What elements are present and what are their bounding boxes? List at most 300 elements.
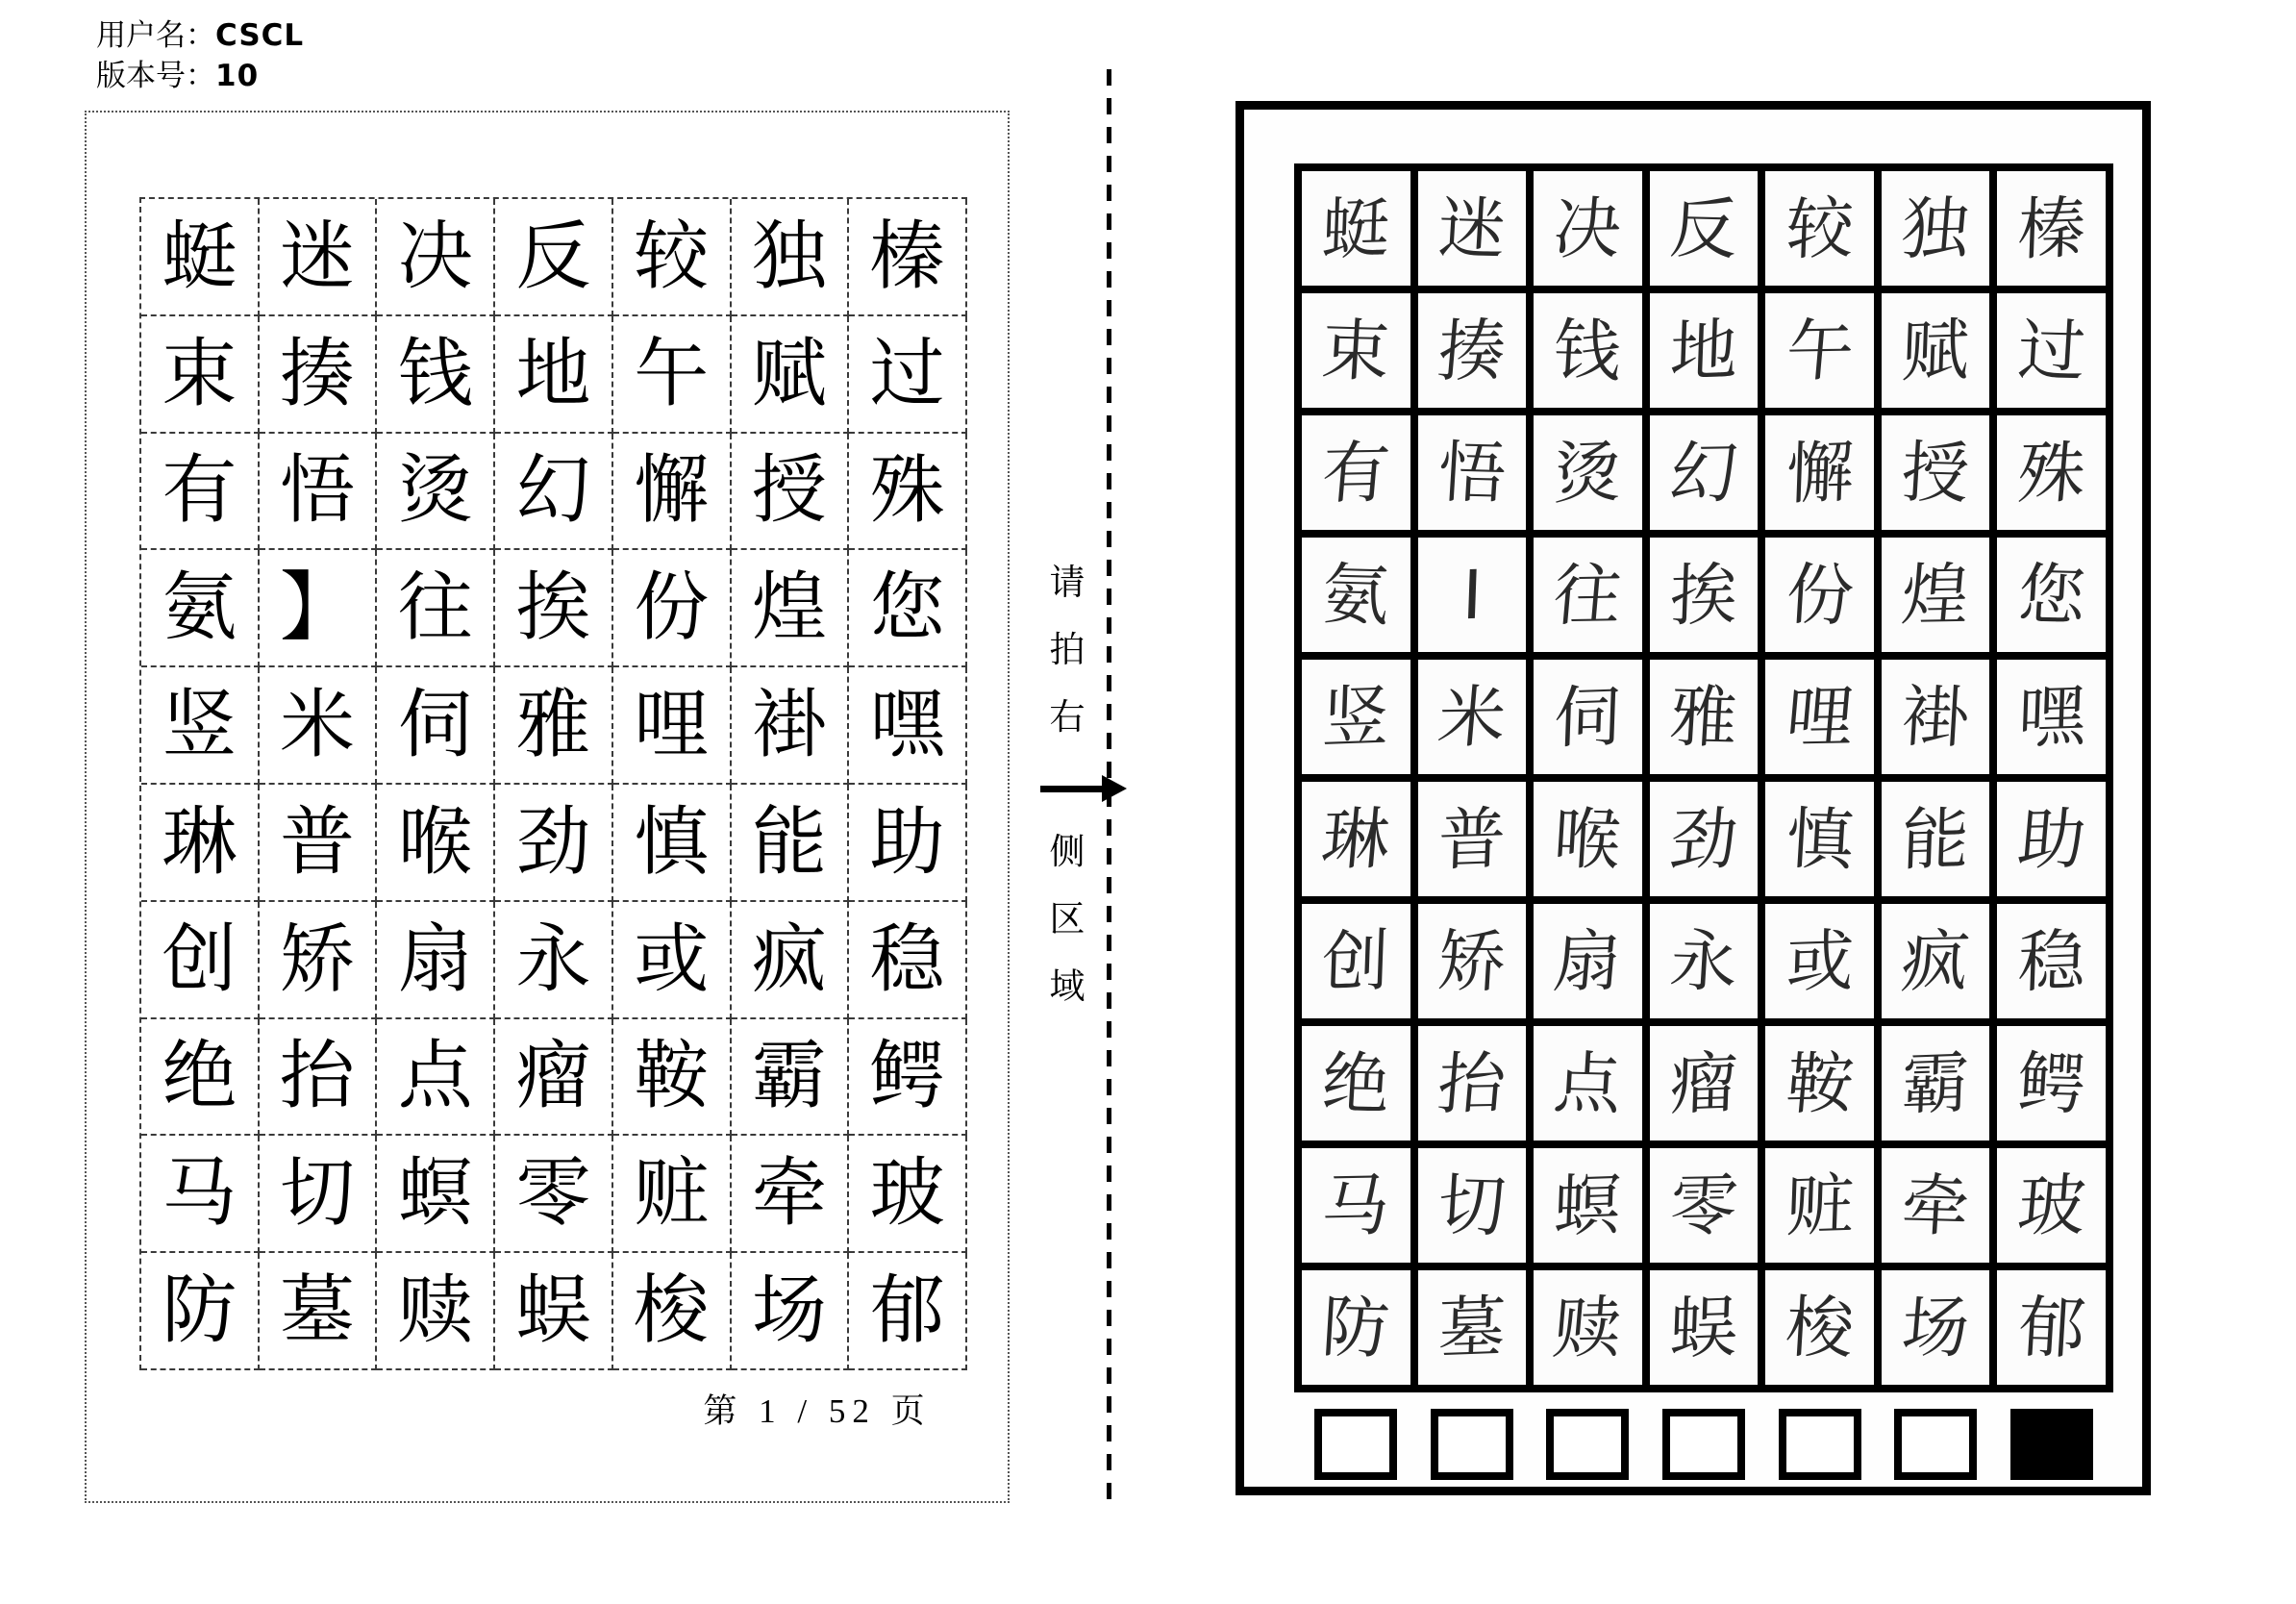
template-cell bbox=[732, 785, 850, 902]
instruction-char: 右 bbox=[1049, 698, 1086, 738]
template-cell bbox=[849, 667, 967, 785]
character-glyph: 矫 bbox=[1435, 920, 1509, 1002]
template-cell bbox=[732, 199, 850, 316]
character-glyph: 较 bbox=[634, 213, 710, 298]
template-cell bbox=[495, 785, 613, 902]
template-cell bbox=[495, 1253, 613, 1370]
handwritten-cell bbox=[1997, 1026, 2106, 1140]
character-glyph: 】 bbox=[280, 565, 356, 650]
instruction-char: 域 bbox=[1049, 967, 1086, 1007]
template-cell bbox=[260, 550, 378, 667]
username-value: CSCL bbox=[215, 18, 305, 53]
template-cell bbox=[613, 1136, 732, 1253]
character-glyph: 懈 bbox=[634, 448, 710, 533]
handwritten-cell bbox=[1765, 171, 1874, 286]
template-cell bbox=[613, 199, 732, 316]
handwritten-cell bbox=[1997, 538, 2106, 652]
template-cell bbox=[732, 1253, 850, 1370]
handwritten-cell bbox=[1534, 1026, 1642, 1140]
character-glyph: 挨 bbox=[515, 565, 591, 650]
handwritten-cell bbox=[1765, 904, 1874, 1018]
character-glyph: 米 bbox=[1435, 676, 1510, 758]
character-glyph: 较 bbox=[1784, 188, 1855, 269]
template-cell bbox=[260, 1019, 378, 1137]
handwritten-cell bbox=[1882, 1026, 1990, 1140]
character-glyph: 切 bbox=[1435, 1165, 1509, 1246]
character-glyph: 能 bbox=[751, 799, 827, 884]
character-glyph: 雅 bbox=[515, 683, 591, 767]
username-label: 用户名： bbox=[96, 18, 215, 52]
character-glyph: 氨 bbox=[1319, 554, 1392, 636]
handwritten-cell bbox=[1534, 538, 1642, 652]
template-cell bbox=[141, 785, 260, 902]
character-glyph: 绝 bbox=[1319, 1042, 1392, 1124]
handwritten-cell bbox=[1302, 1270, 1410, 1385]
character-glyph: 殊 bbox=[869, 448, 945, 533]
character-glyph: 劲 bbox=[515, 799, 591, 884]
character-glyph: 扇 bbox=[397, 916, 473, 1001]
alignment-checkbox-row bbox=[1294, 1406, 2113, 1483]
handwritten-cell bbox=[1418, 1148, 1527, 1263]
character-glyph: 抬 bbox=[280, 1034, 356, 1118]
character-glyph: I bbox=[1460, 555, 1484, 635]
handwritten-cell bbox=[1418, 660, 1527, 774]
character-glyph: 助 bbox=[2014, 798, 2089, 880]
handwritten-cell bbox=[1882, 660, 1990, 774]
template-cell bbox=[141, 1019, 260, 1137]
handwritten-cell bbox=[1997, 1148, 2106, 1263]
character-glyph: 嘿 bbox=[2016, 676, 2087, 758]
handwritten-cell bbox=[1534, 1270, 1642, 1385]
character-glyph: 伺 bbox=[1553, 676, 1623, 758]
character-glyph: 幻 bbox=[515, 448, 591, 533]
character-glyph: 哩 bbox=[634, 683, 710, 767]
template-cell bbox=[732, 902, 850, 1019]
template-cell bbox=[613, 316, 732, 434]
handwritten-cell bbox=[1765, 538, 1874, 652]
handwritten-cell bbox=[1534, 171, 1642, 286]
template-cell bbox=[141, 316, 260, 434]
template-cell bbox=[377, 1253, 495, 1370]
handwritten-cell bbox=[1418, 1270, 1527, 1385]
character-glyph: 牵 bbox=[751, 1151, 827, 1236]
template-cell bbox=[613, 434, 732, 551]
template-cell bbox=[732, 550, 850, 667]
character-glyph: 幻 bbox=[1666, 432, 1741, 514]
character-glyph: 份 bbox=[634, 565, 710, 650]
template-cell bbox=[141, 1253, 260, 1370]
character-glyph: 伺 bbox=[397, 683, 473, 767]
character-glyph: 赃 bbox=[634, 1151, 710, 1236]
character-glyph: 永 bbox=[1667, 920, 1740, 1002]
template-cell bbox=[613, 1253, 732, 1370]
handwritten-cell bbox=[1650, 538, 1759, 652]
character-glyph: 零 bbox=[1666, 1165, 1741, 1246]
character-glyph: 防 bbox=[162, 1268, 237, 1353]
arrow-shaft bbox=[1040, 786, 1104, 792]
template-cell bbox=[377, 667, 495, 785]
template-cell bbox=[732, 434, 850, 551]
template-cell bbox=[732, 1019, 850, 1137]
right-arrow-icon bbox=[1040, 775, 1127, 802]
checkbox-slot bbox=[1882, 1406, 1990, 1483]
character-glyph: 哩 bbox=[1782, 676, 1858, 758]
handwritten-cell bbox=[1882, 1270, 1990, 1385]
character-glyph: 琳 bbox=[1318, 798, 1393, 880]
handwritten-cell bbox=[1882, 1148, 1990, 1263]
handwritten-cell bbox=[1302, 782, 1410, 896]
character-glyph: 蜈 bbox=[1668, 1287, 1739, 1368]
template-cell bbox=[495, 316, 613, 434]
template-cell bbox=[260, 1253, 378, 1370]
handwritten-cell bbox=[1302, 538, 1410, 652]
handwritten-cell bbox=[1650, 1026, 1759, 1140]
character-glyph: 榛 bbox=[2016, 188, 2087, 269]
character-glyph: 赎 bbox=[1550, 1287, 1626, 1368]
character-glyph: 午 bbox=[634, 331, 710, 415]
character-glyph: 蜓 bbox=[1320, 188, 1391, 269]
template-cell bbox=[377, 1136, 495, 1253]
template-cell bbox=[260, 316, 378, 434]
handwritten-cell bbox=[1650, 1270, 1759, 1385]
instruction-char: 侧 bbox=[1049, 833, 1086, 872]
handwritten-cell bbox=[1765, 1148, 1874, 1263]
character-glyph: 悟 bbox=[280, 448, 356, 533]
instruction-char: 请 bbox=[1049, 564, 1086, 603]
character-glyph: 往 bbox=[1550, 554, 1626, 636]
character-glyph: 梭 bbox=[634, 1268, 710, 1353]
character-glyph: 赃 bbox=[1784, 1165, 1855, 1246]
handwritten-cell bbox=[1418, 1026, 1527, 1140]
handwritten-cell bbox=[1418, 415, 1527, 530]
character-glyph: 马 bbox=[162, 1151, 237, 1236]
template-cell bbox=[495, 1019, 613, 1137]
marker-box-filled bbox=[2010, 1409, 2093, 1480]
handwritten-cell bbox=[1765, 782, 1874, 896]
character-glyph: 过 bbox=[2015, 310, 2088, 391]
handwritten-cell bbox=[1418, 293, 1527, 408]
character-glyph: 防 bbox=[1319, 1287, 1392, 1368]
marker-box-empty bbox=[1546, 1409, 1629, 1480]
marker-box-empty bbox=[1314, 1409, 1397, 1480]
character-glyph: 迷 bbox=[1435, 188, 1509, 269]
character-glyph: 往 bbox=[397, 565, 473, 650]
character-glyph: 揍 bbox=[280, 331, 356, 415]
character-glyph: 墓 bbox=[280, 1268, 356, 1353]
character-glyph: 疯 bbox=[751, 916, 827, 1001]
character-glyph: 米 bbox=[280, 683, 356, 767]
character-glyph: 郁 bbox=[2015, 1287, 2088, 1368]
handwritten-cell bbox=[1765, 660, 1874, 774]
handwritten-cell bbox=[1302, 293, 1410, 408]
character-glyph: 赎 bbox=[397, 1268, 473, 1353]
character-glyph: 赋 bbox=[751, 331, 827, 415]
character-glyph: 慎 bbox=[634, 799, 710, 884]
character-glyph: 点 bbox=[1551, 1042, 1624, 1124]
character-glyph: 零 bbox=[515, 1151, 591, 1236]
character-glyph: 竖 bbox=[162, 683, 237, 767]
character-glyph: 稳 bbox=[869, 916, 945, 1001]
character-glyph: 创 bbox=[1320, 920, 1391, 1002]
character-glyph: 慎 bbox=[1784, 798, 1857, 880]
handwriting-photo-panel bbox=[1235, 101, 2151, 1495]
character-glyph: 地 bbox=[515, 331, 591, 415]
character-glyph: 赋 bbox=[1900, 310, 1971, 391]
page-indicator: 第 1 / 52 页 bbox=[703, 1392, 932, 1430]
template-cell bbox=[849, 902, 967, 1019]
template-cell bbox=[732, 316, 850, 434]
handwritten-cell bbox=[1534, 415, 1642, 530]
character-glyph: 永 bbox=[515, 916, 591, 1001]
template-cell bbox=[260, 434, 378, 551]
character-glyph: 墓 bbox=[1436, 1287, 1508, 1368]
character-glyph: 揍 bbox=[1435, 310, 1510, 391]
handwritten-cell bbox=[1882, 782, 1990, 896]
character-glyph: 鞍 bbox=[634, 1034, 710, 1118]
character-glyph: 玻 bbox=[2014, 1165, 2089, 1246]
handwritten-cell bbox=[1997, 415, 2106, 530]
handwritten-cell bbox=[1882, 293, 1990, 408]
template-cell bbox=[732, 1136, 850, 1253]
character-glyph: 束 bbox=[162, 331, 237, 415]
template-cell bbox=[495, 1136, 613, 1253]
template-cell bbox=[377, 199, 495, 316]
character-glyph: 有 bbox=[1318, 432, 1393, 514]
character-glyph: 决 bbox=[1550, 188, 1626, 269]
template-character-grid bbox=[139, 197, 967, 1370]
template-cell bbox=[260, 199, 378, 316]
character-glyph: 蜓 bbox=[162, 213, 237, 298]
character-glyph: 扇 bbox=[1550, 920, 1626, 1002]
character-glyph: 挨 bbox=[1668, 554, 1739, 636]
template-cell bbox=[613, 550, 732, 667]
template-cell bbox=[260, 902, 378, 1019]
character-glyph: 场 bbox=[751, 1268, 827, 1353]
handwritten-cell bbox=[1997, 782, 2106, 896]
character-glyph: 有 bbox=[162, 448, 237, 533]
handwritten-cell bbox=[1765, 293, 1874, 408]
handwritten-cell bbox=[1882, 415, 1990, 530]
character-glyph: 矫 bbox=[280, 916, 356, 1001]
template-cell bbox=[377, 316, 495, 434]
handwritten-cell bbox=[1302, 1026, 1410, 1140]
template-cell bbox=[141, 902, 260, 1019]
character-glyph: 决 bbox=[397, 213, 473, 298]
checkbox-slot bbox=[1765, 1406, 1874, 1483]
handwritten-cell bbox=[1534, 293, 1642, 408]
handwritten-cell bbox=[1650, 171, 1759, 286]
character-glyph: 褂 bbox=[751, 683, 827, 767]
template-cell bbox=[377, 785, 495, 902]
template-cell bbox=[849, 1253, 967, 1370]
handwritten-cell bbox=[1997, 293, 2106, 408]
template-cell bbox=[141, 199, 260, 316]
template-cell bbox=[613, 902, 732, 1019]
character-glyph: 郁 bbox=[869, 1268, 945, 1353]
handwritten-cell bbox=[1534, 782, 1642, 896]
template-cell bbox=[260, 785, 378, 902]
handwritten-cell bbox=[1302, 1148, 1410, 1263]
template-cell bbox=[495, 667, 613, 785]
character-glyph: 能 bbox=[1900, 798, 1971, 880]
template-cell bbox=[377, 1019, 495, 1137]
character-glyph: 份 bbox=[1784, 554, 1857, 636]
character-glyph: 煌 bbox=[751, 565, 827, 650]
template-cell bbox=[260, 667, 378, 785]
template-cell bbox=[495, 902, 613, 1019]
character-glyph: 蜈 bbox=[515, 1268, 591, 1353]
handwritten-cell bbox=[1765, 415, 1874, 530]
handwritten-cell bbox=[1302, 660, 1410, 774]
template-cell bbox=[613, 667, 732, 785]
handwritten-cell bbox=[1418, 171, 1527, 286]
handwritten-cell bbox=[1302, 415, 1410, 530]
character-glyph: 烫 bbox=[397, 448, 473, 533]
checkbox-slot bbox=[1302, 1406, 1410, 1483]
template-cell bbox=[260, 1136, 378, 1253]
template-cell bbox=[732, 667, 850, 785]
character-glyph: 梭 bbox=[1784, 1287, 1857, 1368]
template-cell bbox=[849, 1136, 967, 1253]
handwritten-cell bbox=[1997, 660, 2106, 774]
handwritten-cell bbox=[1882, 171, 1990, 286]
template-cell bbox=[141, 434, 260, 551]
username-line bbox=[96, 15, 304, 56]
character-glyph: 劲 bbox=[1666, 798, 1741, 880]
character-glyph: 束 bbox=[1319, 310, 1392, 391]
checkbox-slot bbox=[1650, 1406, 1759, 1483]
character-glyph: 迷 bbox=[280, 213, 356, 298]
character-glyph: 喉 bbox=[397, 799, 473, 884]
handwritten-cell bbox=[1882, 538, 1990, 652]
character-glyph: 霸 bbox=[751, 1034, 827, 1118]
character-glyph: 螟 bbox=[397, 1151, 473, 1236]
sheet-header bbox=[96, 15, 304, 96]
marker-box-empty bbox=[1779, 1409, 1861, 1480]
character-glyph: 喉 bbox=[1551, 798, 1624, 880]
character-glyph: 鳄 bbox=[2015, 1042, 2088, 1124]
template-cell bbox=[495, 199, 613, 316]
handwritten-cell bbox=[1997, 171, 2106, 286]
character-glyph: 场 bbox=[1898, 1287, 1973, 1368]
character-glyph: 点 bbox=[397, 1034, 473, 1118]
handwritten-cell bbox=[1765, 1270, 1874, 1385]
character-glyph: 竖 bbox=[1320, 676, 1391, 758]
handwritten-cell bbox=[1882, 904, 1990, 1018]
template-cell bbox=[377, 550, 495, 667]
character-glyph: 钱 bbox=[397, 331, 473, 415]
marker-box-empty bbox=[1894, 1409, 1977, 1480]
character-glyph: 普 bbox=[280, 799, 356, 884]
handwritten-cell bbox=[1650, 293, 1759, 408]
version-label: 版本号： bbox=[96, 59, 215, 92]
template-cell bbox=[495, 550, 613, 667]
template-cell bbox=[849, 1019, 967, 1137]
template-cell bbox=[849, 434, 967, 551]
character-glyph: 授 bbox=[751, 448, 827, 533]
character-glyph: 钱 bbox=[1551, 310, 1624, 391]
character-glyph: 霸 bbox=[1900, 1042, 1971, 1124]
character-glyph: 雅 bbox=[1667, 676, 1740, 758]
handwritten-cell bbox=[1997, 904, 2106, 1018]
template-cell bbox=[849, 316, 967, 434]
character-glyph: 独 bbox=[751, 213, 827, 298]
character-glyph: 或 bbox=[634, 916, 710, 1001]
character-glyph: 氨 bbox=[162, 565, 237, 650]
checkbox-slot bbox=[1418, 1406, 1527, 1483]
checkbox-slot bbox=[1997, 1406, 2106, 1483]
handwritten-cell bbox=[1650, 660, 1759, 774]
character-glyph: 马 bbox=[1318, 1165, 1393, 1246]
character-glyph: 您 bbox=[2015, 554, 2088, 636]
character-glyph: 地 bbox=[1668, 310, 1739, 391]
character-glyph: 瘤 bbox=[515, 1034, 591, 1118]
arrow-head bbox=[1102, 775, 1127, 802]
character-glyph: 牵 bbox=[1899, 1165, 1972, 1246]
character-glyph: 反 bbox=[515, 213, 591, 298]
character-glyph: 或 bbox=[1784, 920, 1855, 1002]
character-glyph: 鞍 bbox=[1782, 1042, 1858, 1124]
handwritten-cell bbox=[1534, 1148, 1642, 1263]
marker-box-empty bbox=[1431, 1409, 1513, 1480]
template-cell bbox=[849, 550, 967, 667]
handwritten-cell bbox=[1997, 1270, 2106, 1385]
template-cell bbox=[849, 199, 967, 316]
template-cell bbox=[613, 1019, 732, 1137]
handwritten-cell bbox=[1650, 782, 1759, 896]
character-glyph: 烫 bbox=[1553, 432, 1623, 514]
template-cell bbox=[495, 434, 613, 551]
character-glyph: 悟 bbox=[1435, 432, 1509, 514]
handwritten-character-grid bbox=[1294, 163, 2113, 1392]
checkbox-slot bbox=[1534, 1406, 1642, 1483]
handwritten-cell bbox=[1765, 1026, 1874, 1140]
character-glyph: 瘤 bbox=[1668, 1042, 1739, 1124]
instruction-char: 区 bbox=[1049, 900, 1086, 940]
handwritten-cell bbox=[1650, 1148, 1759, 1263]
character-glyph: 普 bbox=[1436, 798, 1508, 880]
handwritten-cell bbox=[1534, 660, 1642, 774]
handwritten-cell bbox=[1534, 904, 1642, 1018]
character-glyph: 琳 bbox=[162, 799, 237, 884]
character-glyph: 懈 bbox=[1784, 432, 1855, 514]
handwritten-cell bbox=[1302, 171, 1410, 286]
template-cell bbox=[377, 902, 495, 1019]
character-glyph: 反 bbox=[1667, 188, 1740, 269]
character-glyph: 午 bbox=[1782, 310, 1858, 391]
template-cell bbox=[141, 1136, 260, 1253]
character-glyph: 嘿 bbox=[869, 683, 945, 767]
handwritten-cell bbox=[1302, 904, 1410, 1018]
character-glyph: 助 bbox=[869, 799, 945, 884]
character-glyph: 切 bbox=[280, 1151, 356, 1236]
character-glyph: 螟 bbox=[1553, 1165, 1623, 1246]
character-glyph: 鳄 bbox=[869, 1034, 945, 1118]
character-glyph: 创 bbox=[162, 916, 237, 1001]
handwritten-cell bbox=[1418, 782, 1527, 896]
version-value: 10 bbox=[215, 59, 260, 93]
character-glyph: 煌 bbox=[1898, 554, 1973, 636]
instruction-char: 拍 bbox=[1049, 631, 1086, 670]
handwritten-cell bbox=[1650, 415, 1759, 530]
template-cell bbox=[141, 667, 260, 785]
template-cell bbox=[613, 785, 732, 902]
character-glyph: 绝 bbox=[162, 1034, 237, 1118]
version-line bbox=[96, 56, 304, 96]
character-glyph: 过 bbox=[869, 331, 945, 415]
marker-box-empty bbox=[1662, 1409, 1745, 1480]
character-glyph: 授 bbox=[1899, 432, 1972, 514]
